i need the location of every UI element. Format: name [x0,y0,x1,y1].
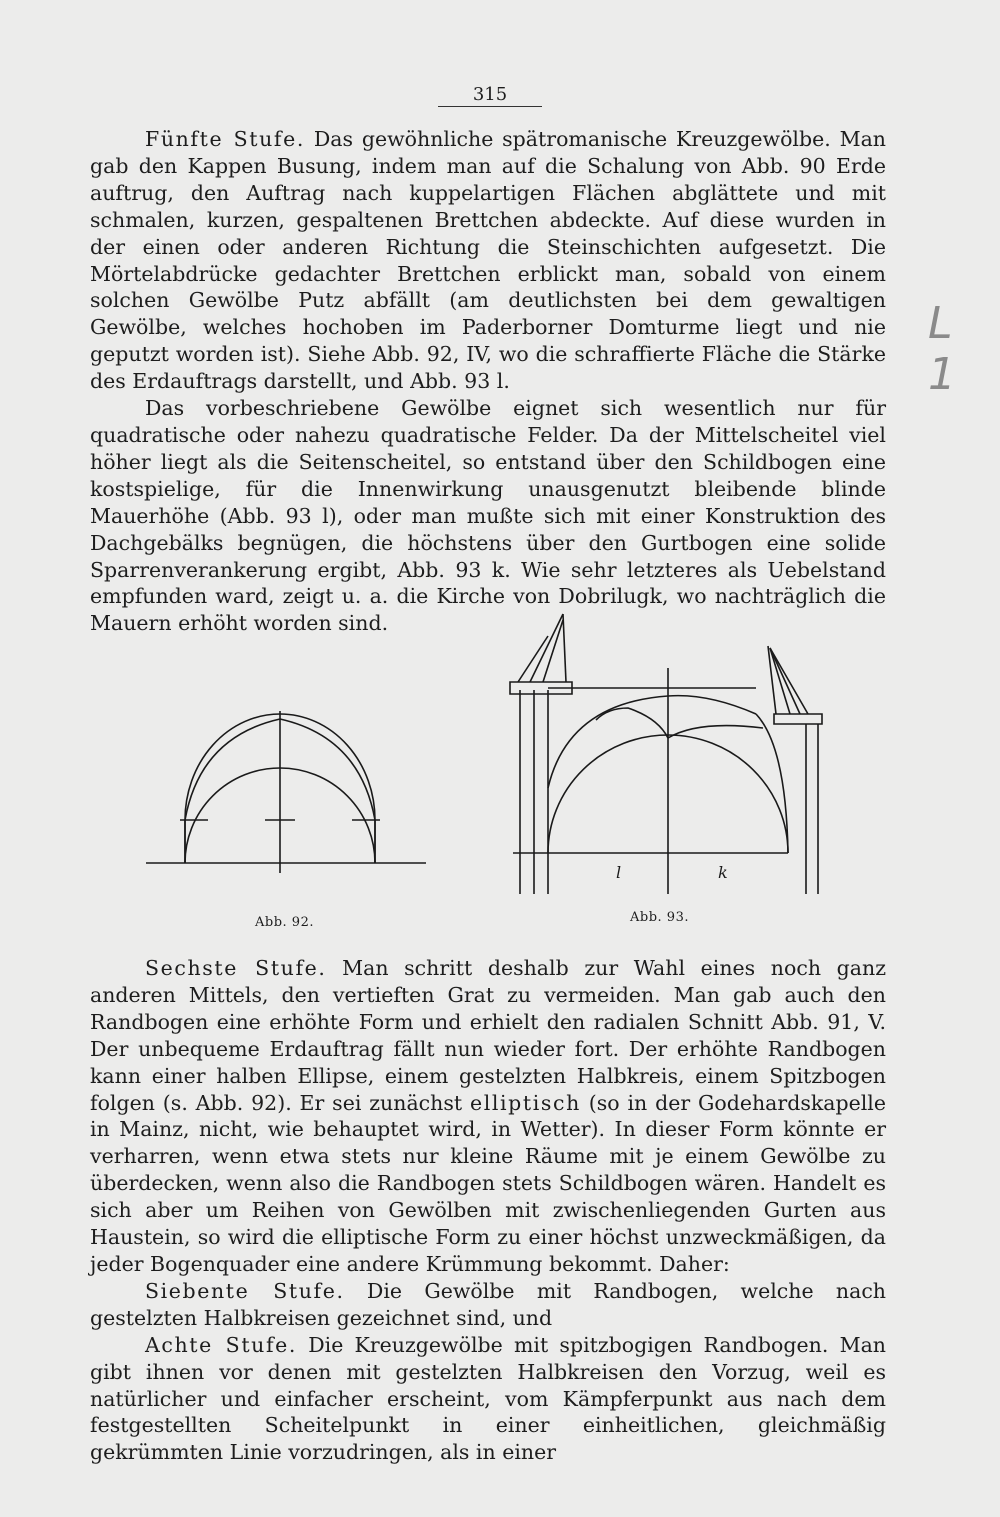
figure-92 [140,705,430,875]
text-block-lower [90,955,886,1466]
paragraph-achte-stufe [90,1332,886,1467]
section-title-fuenfte-stufe: Fünfte Stufe. [145,127,305,151]
text-block-upper [90,126,886,637]
paragraph-text: Die Gewölbe mit Randbogen, welche nach gestelzten Halbkreisen gezeichnet sind, und [90,1278,887,1330]
figure-93-label-k: k [718,863,728,882]
paragraph-text: Die Kreuzgewölbe mit spitzbogigen Randbogen. Man gibt ihnen vor denen mit gestelzten Halbkreisen den Vorzug, weil es natürlicher und einfacher erscheint, vom Kämpferpunkt aus nach dem festgestellten Scheitelpunkt in einer einheitlichen, gleichmäßig gekrümmten Linie vorzudringen, als in einer [90,1332,886,1465]
section-title-sechste-stufe: Sechste Stufe. [145,956,327,980]
figure-93-label-l: l [616,863,622,882]
post-left [563,614,566,682]
roof-beam-right [774,714,822,724]
figure-93-caption: Abb. 93. [630,910,689,925]
rib-left [596,708,668,738]
paragraph-text: Man schritt deshalb zur Wahl eines noch ganz anderen Mittels, den vertieften Grat zu vermeiden. Man gab auch den Randbogen eine erhöhte Form und erhielt den radialen Schnitt Abb. 91, V. Der unbequeme Erdauftrag fällt nun wieder fort. Der erhöhte Randbogen kann einer halben Ellipse, einem gestelzten Halbkreis, einem Spitzbogen folgen (s. Abb. 92). Er sei zunächst [90,956,887,1115]
figure-92-caption: Abb. 92. [255,915,314,930]
figure-92-drawing [140,705,430,875]
rafter-right-1 [770,648,808,714]
paragraph-text: Das gewöhnliche spätromanische Kreuzgewölbe. Man gab den Kappen Busung, indem man auf die Schalung von Abb. 90 Erde auftrug, den Auftrag nach kuppelartigen Flächen abglättete und mit schmalen, kurzen, gespaltenen Brettchen abdeckte. Auf diese wurden in der einen oder anderen Richtung die Steinschichten aufgesetzt. Die Mörtelabdrücke gedachter Brettchen erblickt man, sobald von einem solchen Gewölbe Putz abfällt (am deutlichsten bei dem gewaltigen Gewölbe, welches hochoben im Paderborner Domturme liegt und nie geputzt worden ist). Siehe Abb. 92, IV, wo die schraffierte Fläche die Stärke des Erdauftrags darstellt, und Abb. 93 l. [90,127,886,394]
rafter-left-3 [543,620,563,682]
figure-93-drawing [508,608,828,898]
section-title-siebente-stufe: Siebente Stufe. [145,1278,345,1303]
rafter-right-3 [770,648,790,714]
emphasis-elliptisch: elliptisch [469,1090,581,1115]
paragraph-quadratische-felder: Das vorbeschriebene Gewölbe eignet sich wesentlich nur für quadratische oder nahezu quadratische Felder. Da der Mittelscheitel viel höher liegt als die Seitenscheitel, so entstand über den Schildbogen eine kostspielige, für die Innenwirkung unausgenutzt bleibende blinde Mauerhöhe (Abb. 93 l), oder man mußte sich mit einer Konstruktion des Dachgebälks begnügen, die höchstens über den Gurtbogen eine solide Sparrenverankerung ergibt, Abb. 93 k. Wie sehr letzteres als Uebelstand empfunden ward, zeigt u. a. die Kirche von Dobrilugk, wo nachträglich die Mauern erhöht worden sind. [90,396,886,636]
margin-note: L 1 [928,298,958,400]
figure-93 [508,608,828,898]
page-number: 315 [438,84,542,107]
vault-arc-outer-right [756,714,788,853]
paragraph-fuenfte-stufe [90,126,886,395]
paragraph-text-continued: (so in der Godehardskapelle in Mainz, nicht, wie behauptet wird, in Wetter). In dieser Form könnte er verharren, wenn etwa stets nur kleine Räume mit je einem Gewölbe zu überdecken, wenn also die Randbogen stets Schildbogen wären. Handelt es sich aber um Reihen von Gewölben mit zwischenliegenden Gurten aus Haustein, so wird die elliptische Form zu einer höchst unzweckmäßigen, da jeder Bogenquader eine andere Krümmung bekommt. Daher: [90,1090,886,1276]
section-title-achte-stufe: Achte Stufe. [145,1332,297,1357]
paragraph-siebente-stufe [90,1278,886,1332]
paragraph-sechste-stufe [90,955,886,1278]
